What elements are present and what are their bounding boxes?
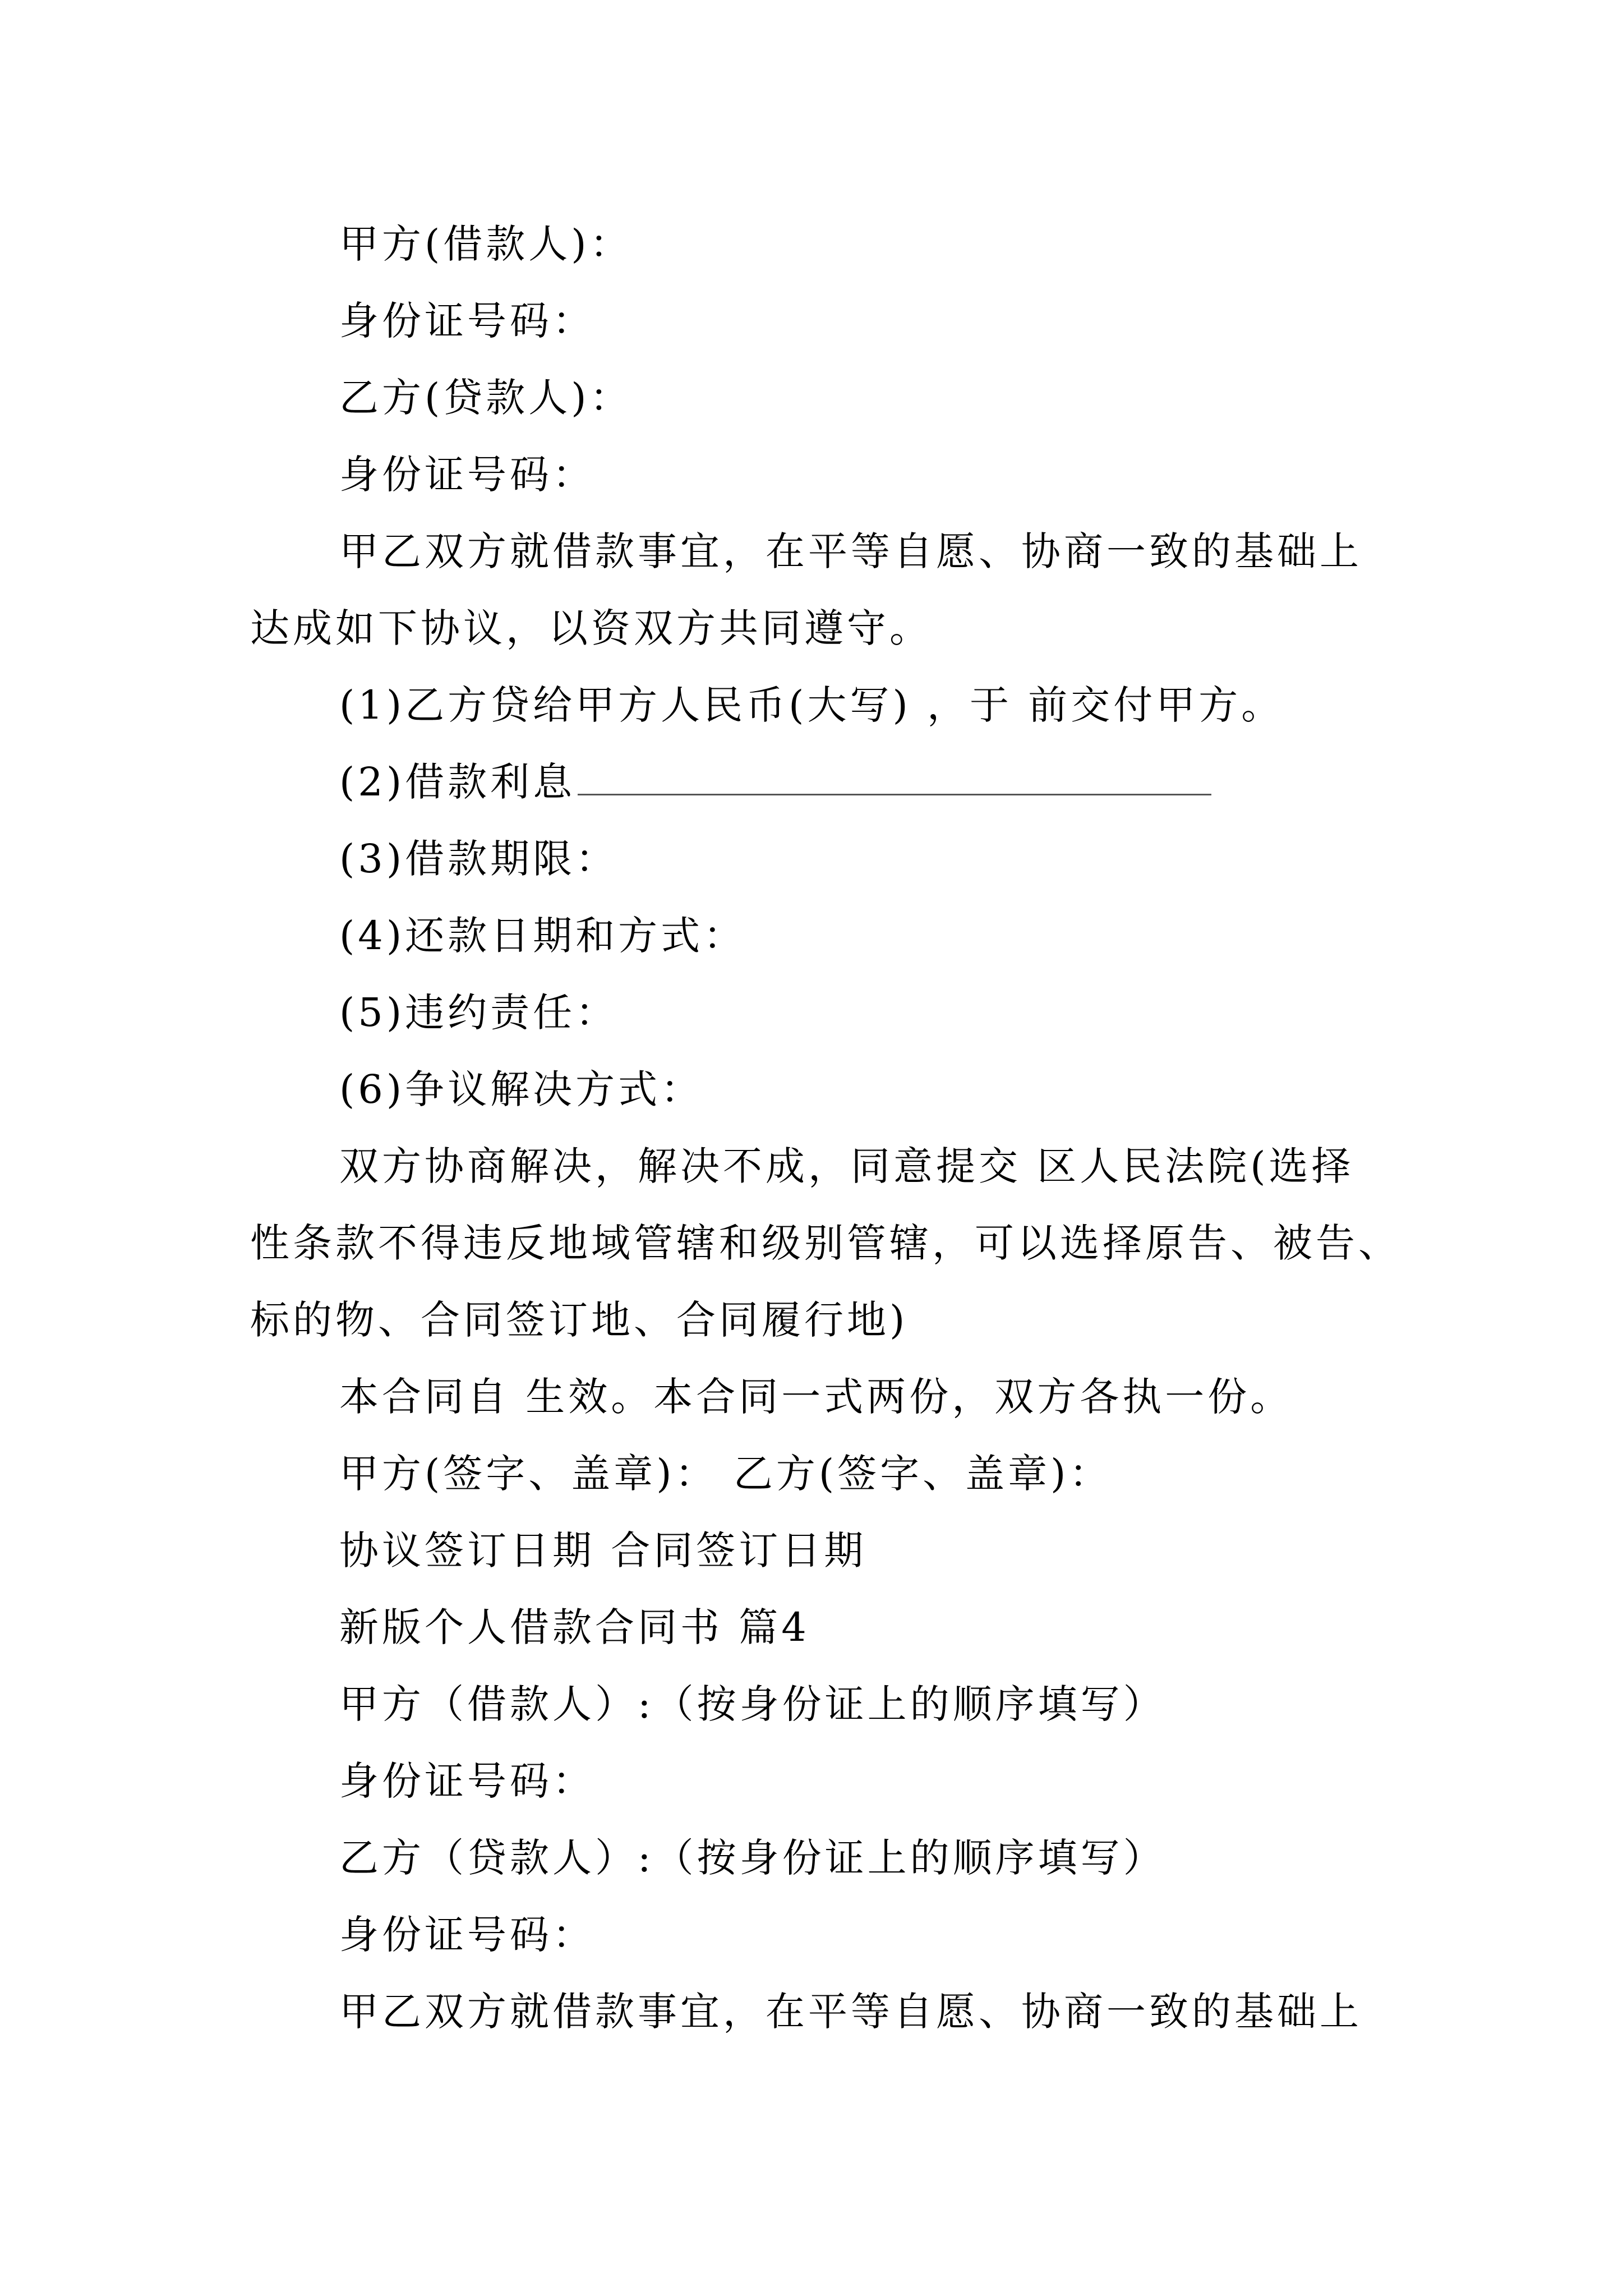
clause-4: (4)还款日期和方式： [339, 913, 746, 959]
clause-5: (5)违约责任： [339, 990, 619, 1036]
lender-line-2: 乙方（贷款人）:（按身份证上的顺序填写） [339, 1835, 1166, 1881]
agreement-intro-line-1: 甲乙双方就借款事宜，在平等自愿、协商一致的基础上 [339, 528, 1362, 574]
effective-clause: 本合同自 生效。本合同一式两份，双方各执一份。 [339, 1374, 1293, 1420]
clause-3: (3)借款期限： [339, 836, 619, 882]
section-heading: 新版个人借款合同书 篇4 [339, 1604, 810, 1650]
signature-line: 甲方(签字、盖章)： 乙方(签字、盖章)： [339, 1451, 1112, 1497]
borrower-line-2: 甲方（借款人）:（按身份证上的顺序填写） [339, 1681, 1166, 1727]
agreement-intro-line-3: 甲乙双方就借款事宜，在平等自愿、协商一致的基础上 [339, 1989, 1362, 2035]
clause-1: (1)乙方贷给甲方人民币(大写) ，于 前交付甲方。 [339, 682, 1284, 728]
dispute-line-1: 双方协商解决，解决不成，同意提交 区人民法院(选择 [339, 1143, 1354, 1189]
signing-date-line: 协议签订日期 合同签订日期 [339, 1527, 867, 1573]
borrower-line: 甲方(借款人)： [339, 221, 633, 267]
clause-2-label: (2)借款利息 [339, 759, 576, 805]
agreement-intro-line-2: 达成如下协议，以资双方共同遵守。 [250, 605, 932, 651]
lender-id-line: 身份证号码： [339, 452, 595, 498]
interest-blank-line [578, 754, 1211, 795]
dispute-line-2: 性条款不得违反地域管辖和级别管辖，可以选择原告、被告、 [250, 1220, 1401, 1266]
clause-6: (6)争议解决方式： [339, 1066, 704, 1112]
dispute-line-3: 标的物、合同签订地、合同履行地) [250, 1297, 909, 1343]
borrower-id-line-2: 身份证号码： [339, 1758, 595, 1804]
lender-id-line-2: 身份证号码： [339, 1912, 595, 1958]
borrower-id-line: 身份证号码： [339, 298, 595, 344]
clause-2 [339, 754, 1211, 810]
lender-line: 乙方(贷款人)： [339, 375, 633, 421]
